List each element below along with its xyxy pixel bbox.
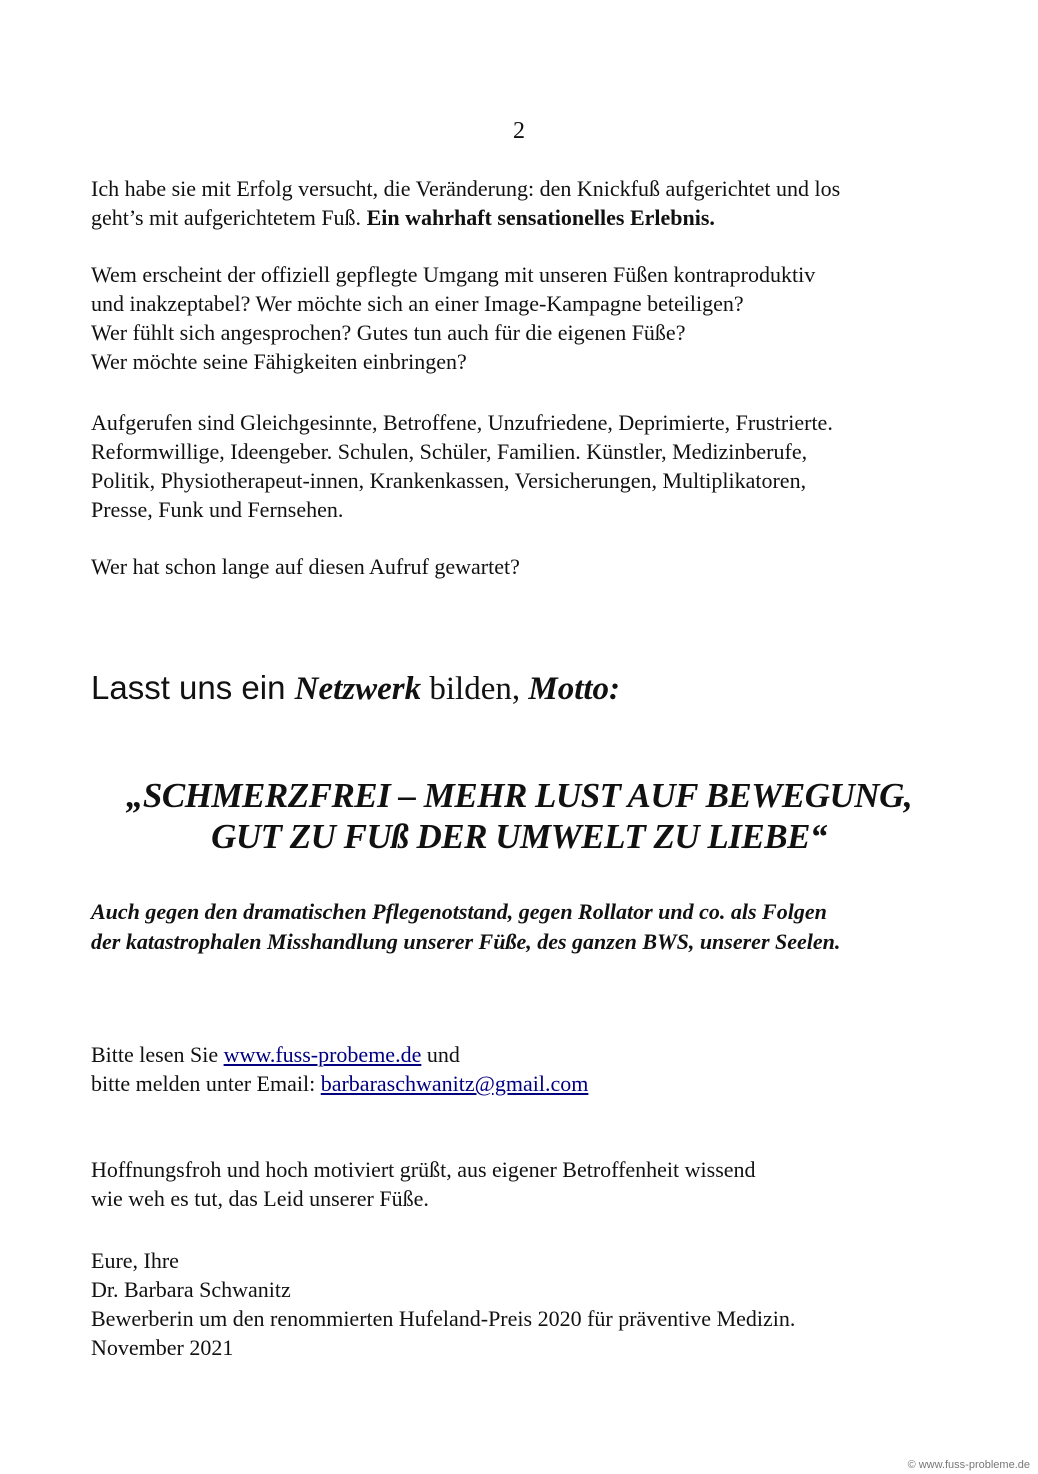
heading-text: bilden, (421, 671, 529, 707)
closing-paragraph (91, 1155, 971, 1213)
appeal-line: Aufgerufen sind Gleichgesinnte, Betroffene, Unzufriedene, Deprimierte, Frustrierte. (91, 410, 833, 435)
contact-line (91, 1069, 971, 1098)
contact-line (91, 1040, 971, 1069)
intro-paragraph (91, 174, 971, 232)
appeal-line: Reformwillige, Ideengeber. Schulen, Schüler, Familien. Künstler, Medizinberufe, (91, 439, 808, 464)
contact-text: und (421, 1042, 460, 1067)
motto-line: GUT ZU FUß DER UMWELT ZU LIEBE“ (211, 817, 827, 856)
waiting-question-text: Wer hat schon lange auf diesen Aufruf gewartet? (91, 554, 520, 579)
waiting-question (91, 552, 971, 581)
signature-name: Dr. Barbara Schwanitz (91, 1277, 291, 1302)
motto-slogan (0, 775, 1038, 857)
question-line: und inakzeptabel? Wer möchte sich an einer Image-Kampagne beteiligen? (91, 291, 744, 316)
question-line: Wem erscheint der offiziell gepflegte Umgang mit unseren Füßen kontraproduktiv (91, 262, 816, 287)
question-line: Wer möchte seine Fähigkeiten einbringen? (91, 349, 467, 374)
against-paragraph (91, 897, 840, 957)
copyright-watermark: © www.fuss-probleme.de (907, 1459, 1030, 1471)
signature-line: Eure, Ihre (91, 1248, 179, 1273)
motto-line: „SCHMERZFREI – MEHR LUST AUF BEWEGUNG, (125, 776, 913, 815)
signature-block (91, 1246, 971, 1362)
page-number: 2 (513, 118, 525, 144)
appeal-paragraph (91, 408, 971, 524)
contact-text: bitte melden unter Email: (91, 1071, 321, 1096)
email-link[interactable]: barbaraschwanitz@gmail.com (320, 1071, 589, 1096)
intro-line: Ich habe sie mit Erfolg versucht, die Veränderung: den Knickfuß aufgerichtet und los (91, 176, 841, 201)
appeal-line: Politik, Physiotherapeut-innen, Krankenkassen, Versicherungen, Multiplikatoren, (91, 468, 807, 493)
signature-date: November 2021 (91, 1335, 234, 1360)
closing-line: wie weh es tut, das Leid unserer Füße. (91, 1186, 429, 1211)
contact-paragraph (91, 1040, 971, 1098)
signature-line: Bewerberin um den renommierten Hufeland-Preis 2020 für präventive Medizin. (91, 1306, 796, 1331)
contact-text: Bitte lesen Sie (91, 1042, 224, 1067)
against-line: der katastrophalen Misshandlung unserer Füße, des ganzen BWS, unserer Seelen. (91, 929, 841, 954)
heading-network: Netzwerk (294, 671, 422, 707)
intro-text: geht’s mit aufgerichtetem Fuß. (91, 205, 367, 230)
website-link[interactable]: www.fuss-probeme.de (223, 1042, 422, 1067)
network-heading (91, 668, 620, 709)
intro-line (91, 203, 971, 232)
closing-line: Hoffnungsfroh und hoch motiviert grüßt, aus eigener Betroffenheit wissend (91, 1157, 756, 1182)
questions-paragraph (91, 260, 971, 376)
against-line: Auch gegen den dramatischen Pflegenotstand, gegen Rollator und co. als Folgen (91, 899, 827, 924)
heading-text: Lasst uns ein (91, 669, 295, 706)
intro-emphasis: Ein wahrhaft sensationelles Erlebnis. (366, 205, 715, 230)
heading-motto: Motto: (528, 671, 621, 707)
appeal-line: Presse, Funk und Fernsehen. (91, 497, 344, 522)
question-line: Wer fühlt sich angesprochen? Gutes tun auch für die eigenen Füße? (91, 320, 686, 345)
